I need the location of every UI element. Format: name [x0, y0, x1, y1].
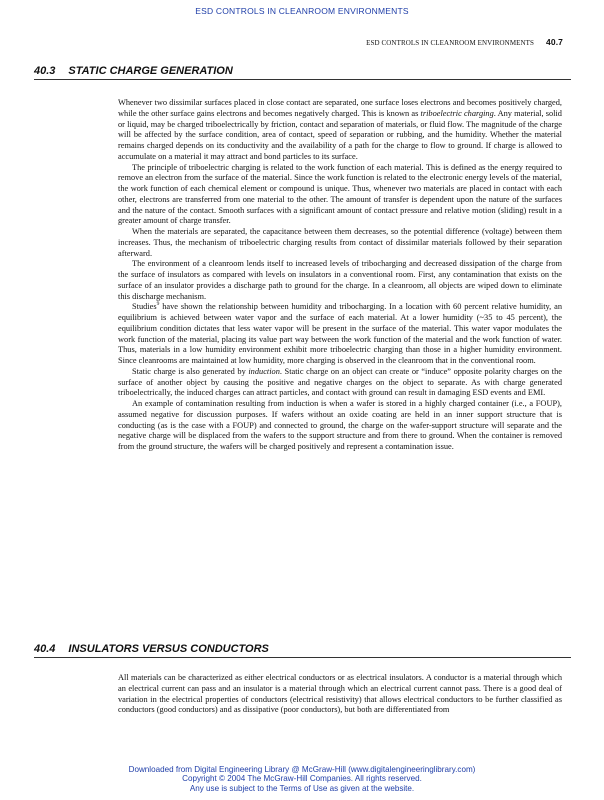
text-run: . Any material, solid or liquid, may be charged triboelectrically by friction, contact and separation of materials, or fluid flow. The magnitude of the charge will be affected by the surface condition, area of contact, speed of separation or rubbing, and the humidity. Whether the material remains charged depends on its conductivity and the availability of a path for the charge to flow to ground. If charge is allowed to accumulate on a material it may attract and bond particles to its surface.: [118, 108, 562, 161]
download-footer: [0, 765, 604, 793]
section-body-static-charge: [118, 98, 562, 453]
paragraph: The principle of triboelectric charging is related to the work function of each material. This is defined as the energy required to remove an electron from the surface of the material. Since the work function is related to the electronic energy levels of the material, the work function of each chemical element or compound is unique. Thus, whenever two materials are placed in contact with each other, electrons are transferred from one material to the other. The amount of transfer is dependent upon the nature of the surfaces and the nature of the contact. Smooth surfaces with a significant amount of contact pressure and relative motion (sliding) result in a greater amount of charge transfer.: [118, 162, 562, 226]
section-number: 40.3: [34, 65, 56, 77]
paragraph: All materials can be characterized as either electrical conductors or as electrical insulators. A conductor is a material through which an electrical current can pass and an insulator is a material through which an electrical current cannot pass. There is a good deal of variation in the electrical properties of conductors (electrical resistivity) that allows electrical conductors to be further classified as conductors (good conductors) and as dissipative (poor conductors), but both are differentiated from: [118, 673, 562, 715]
text-run: . Static charge on an object can create or “induce” opposite polarity charges on the surface of another object by causing the positive and negative charges on the object to separate. As with charge generated triboelectrically, the induced charges can attract particles, and contact with ground can result in damaging ESD events and EMI.: [118, 366, 563, 398]
footer-copyright: Copyright © 2004 The McGraw-Hill Companies. All rights reserved.: [182, 774, 422, 784]
section-number: 40.4: [34, 643, 56, 655]
paragraph: When the materials are separated, the capacitance between them decreases, so the potential difference (voltage) between them increases. Thus, the mechanism of triboelectric charging results from contact of dissimilar materials followed by their separation afterward.: [118, 227, 562, 258]
emphasis-term: induction: [248, 366, 280, 376]
text-run: Studies: [132, 302, 157, 312]
section-heading-insulators: [34, 643, 571, 658]
emphasis-term: triboelectric charging: [420, 108, 494, 118]
section-body-insulators: [118, 673, 562, 716]
reference-superscript: 9: [156, 301, 160, 308]
paragraph: [118, 367, 562, 399]
section-title: INSULATORS VERSUS CONDUCTORS: [68, 643, 269, 655]
section-title: STATIC CHARGE GENERATION: [68, 65, 233, 77]
paragraph: [118, 302, 562, 367]
running-head-title: ESD CONTROLS IN CLEANROOM ENVIRONMENTS: [366, 39, 535, 47]
text-run: Static charge is also generated by: [132, 366, 249, 376]
text-run: have shown the relationship between humidity and tribocharging. In a location with 60 percent relative humidity, an equilibrium is achieved between water vapor and the surface of each material. At a lower humidity (~35 to 45 percent), the equilibrium condition dictates that less water vapor will be present in the surface of the material. This water vapor modulates the work function of the material, placing its value part way between the work function of the material and the work function of water. Thus, materials in a low humidity environment exhibit more triboelectric charging than those in a higher humidity environment. Since cleanrooms are maintained at low humidity, more charging is observed in the cleanroom that in the conventional room.: [118, 302, 562, 365]
section-heading-static-charge: [34, 65, 571, 80]
paragraph: [118, 98, 562, 163]
footer-terms: Any use is subject to the Terms of Use as given at the website.: [189, 783, 415, 793]
footer-download-link[interactable]: Downloaded from Digital Engineering Library @ McGraw-Hill (www.digitalengineeringlibrary.com): [128, 765, 476, 774]
running-head: [366, 37, 563, 47]
top-banner: ESD CONTROLS IN CLEANROOM ENVIRONMENTS: [195, 6, 409, 16]
paragraph: An example of contamination resulting from induction is when a wafer is stored in a highly charged container (i.e., a FOUP), assumed negative for discussion purposes. If wafers without an oxide coating are held in an inner support structure that is conducting (as is the case with a FOUP) and connected to ground, the charge on the wafer-support structure will separate and the negative charge will be displaced from the wafers to the support structure and from there to ground. When the container is removed from the ground structure, the wafers will be charged positively and represent a contamination issue.: [118, 399, 562, 451]
text-run: Whenever two dissimilar surfaces placed in close contact are separated, one surface loses electrons and becomes positively charged, while the other surface gains electrons and becomes negatively charged. This is known as: [118, 98, 562, 118]
paragraph: The environment of a cleanroom lends itself to increased levels of tribocharging and decreased dissipation of the charge from the surface of insulators as compared with levels on insulators in a conventional room. First, any contamination that exists on the surface of an insulator provides a discharge path to ground for the charge. In a cleanroom, all objects are wiped down to eliminate this discharge mechanism.: [118, 259, 562, 301]
page-number: 40.7: [546, 37, 563, 47]
